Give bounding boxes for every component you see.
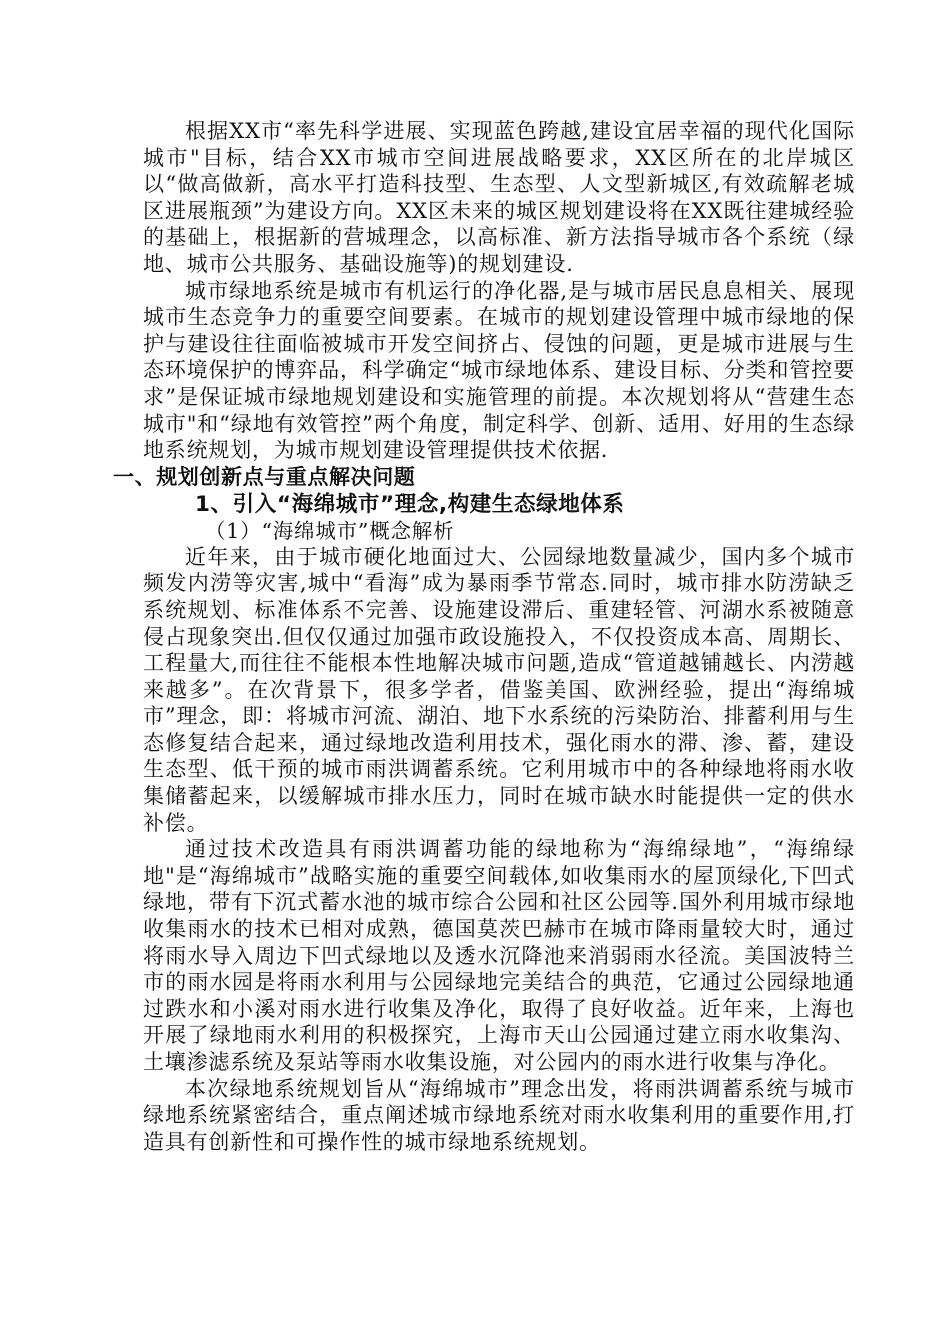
intro-paragraph-1: 根据XX市“率先科学进展、实现蓝色跨越,建设宜居幸福的现代化国际城市"目标，结合XX市城市空间进展战略要求，XX区所在的北岸城区以“做高做新，高水平打造科技型、生态型、人文型新城区,有效疏解老城区进展瓶颈”为建设方向。XX区未来的城区规划建设将在XX既往建城经验的基础上，根据新的营城理念，以高标准、新方法指导城市各个系统（绿地、城市公共服务、基础设施等)的规划建设. bbox=[143, 119, 855, 276]
subsection-heading: 1、引入“海绵城市”理念,构建生态绿地体系 bbox=[195, 491, 625, 517]
document-page bbox=[113, 118, 855, 1155]
subsubsection-heading: （1）“海绵城市”概念解析 bbox=[205, 518, 455, 543]
body-paragraph-3: 本次绿地系统规划旨从“海绵城市”理念出发，将雨洪调蓄系统与城市绿地系统紧密结合，重点阐述城市绿地系统对雨水收集利用的重要作用,打造具有创新性和可操作性的城市绿地系统规划。 bbox=[143, 1076, 855, 1154]
body-paragraph-2: 通过技术改造具有雨洪调蓄功能的绿地称为“海绵绿地”，“海绵绿地"是“海绵城市”战略实施的重要空间载体,如收集雨水的屋顶绿化,下凹式绿地，带有下沉式蓄水池的城市综合公园和社区公园等.国外利用城市绿地收集雨水的技术已相对成熟，德国莫茨巴赫市在城市降雨量较大时，通过将雨水导入周边下凹式绿地以及透水沉降池来消弱雨水径流。美国波特兰市的雨水园是将雨水利用与公园绿地完美结合的典范，它通过公园绿地通过跌水和小溪对雨水进行收集及净化，取得了良好收益。近年来，上海也开展了绿地雨水利用的积极探究，上海市天山公园通过建立雨水收集沟、土壤渗滤系统及泵站等雨水收集设施，对公园内的雨水进行收集与净化。 bbox=[143, 837, 855, 1074]
section-heading: 一、规划创新点与重点解决问题 bbox=[113, 464, 416, 489]
intro-paragraph-2: 城市绿地系统是城市有机运行的净化器,是与城市居民息息相关、展现城市生态竞争力的重要空间要素。在城市的规划建设管理中城市绿地的保护与建设往往面临被城市开发空间挤占、侵蚀的问题，更是城市进展与生态环境保护的博弈品，科学确定“城市绿地体系、建设目标、分类和管控要求”是保证城市绿地规划建设和实施管理的前提。本次规划将从“营建生态城市"和“绿地有效管控”两个角度，制定科学、创新、适用、好用的生态绿地系统规划，为城市规划建设管理提供技术依据. bbox=[143, 278, 855, 463]
body-paragraph-1: 近年来，由于城市硬化地面过大、公园绿地数量减少，国内多个城市频发内涝等灾害,城中“看海”成为暴雨季节常态.同时，城市排水防涝缺乏系统规划、标准体系不完善、设施建设滞后、重建轻管、河湖水系被随意侵占现象突出.但仅仅通过加强市政设施投入，不仅投资成本高、周期长、工程量大,而往往不能根本性地解决城市问题,造成“管道越铺越长、内涝越来越多”。在次背景下，很多学者，借鉴美国、欧洲经验，提出“海绵城市”理念，即：将城市河流、湖泊、地下水系统的污染防治、排蓄利用与生态修复结合起来，通过绿地改造利用技术，强化雨水的滞、渗、蓄，建设生态型、低干预的城市雨洪调蓄系统。它利用城市中的各种绿地将雨水收集储蓄起来，以缓解城市排水压力，同时在城市缺水时能提供一定的供水补偿。 bbox=[143, 544, 855, 835]
